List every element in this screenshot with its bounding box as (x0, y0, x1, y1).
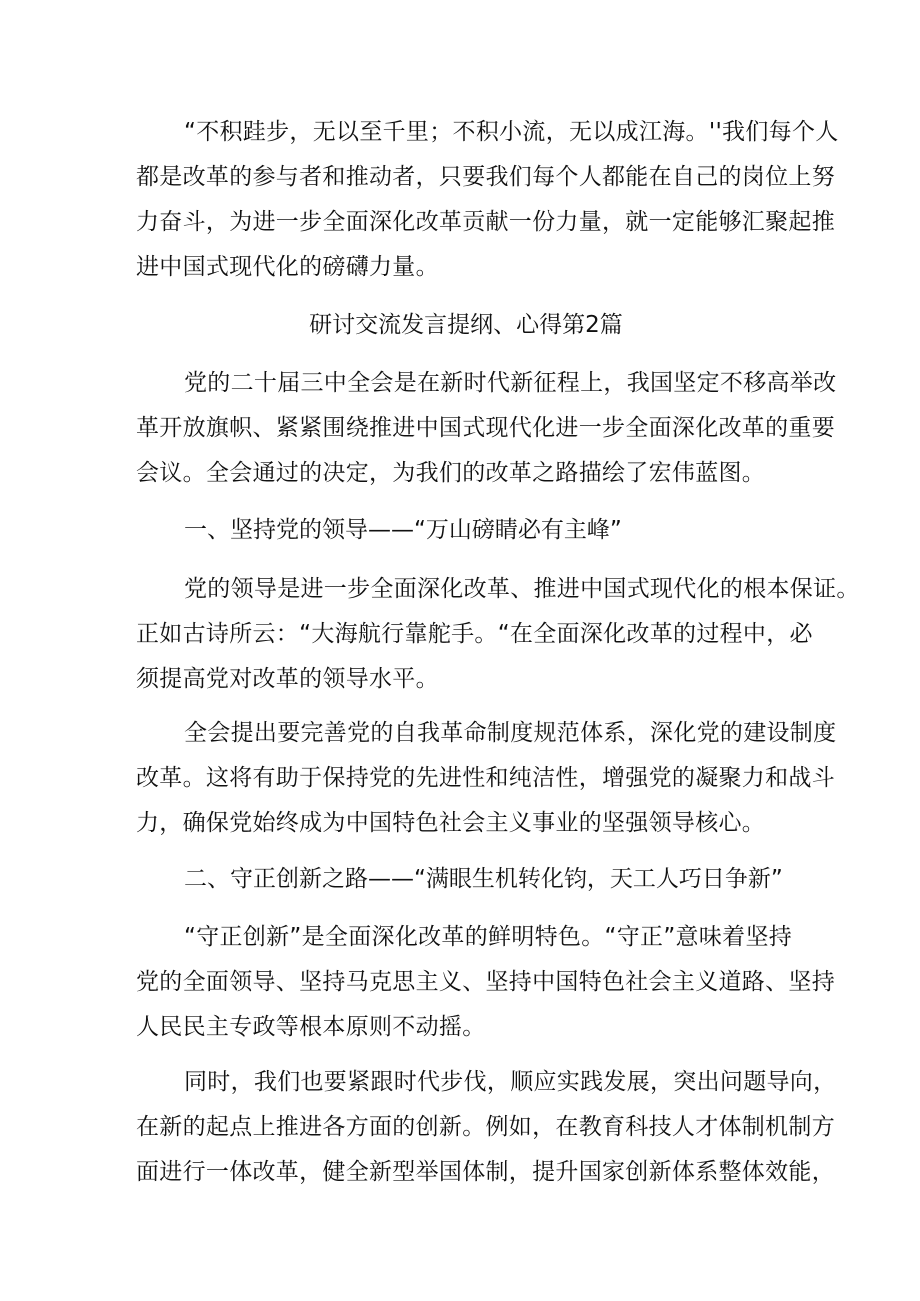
paragraph-line: 力奋斗，为进一步全面深化改革贡献一份力量，就一定能够汇聚起推 (136, 209, 835, 235)
paragraph-line: 正如古诗所云：“大海航行靠舵手。“在全面深化改革的过程中，必 (136, 621, 813, 647)
paragraph-line: 力，确保党始终成为中国特色社会主义事业的坚强领导核心。 (136, 810, 766, 836)
section-title: 研讨交流发言提纲、心得第2篇 (309, 312, 623, 338)
paragraph-3 (136, 567, 860, 702)
paragraph-5 (136, 915, 835, 1050)
paragraph-1 (136, 110, 839, 290)
paragraph-line: 全会提出要完善党的自我革命制度规范体系，深化党的建设制度 (184, 720, 837, 746)
paragraph-line: “守正创新”是全面深化改革的鲜明特色。“守正”意味着坚持 (184, 924, 793, 950)
subheading-1: 一、坚持党的领导——“万山磅睛必有主峰” (184, 517, 622, 543)
paragraph-line: 须提高党对改革的领导水平。 (136, 666, 439, 692)
subheading-2: 二、守正创新之路——“满眼生机转化钧，天工人巧日争新” (184, 866, 783, 892)
paragraph-line: 会议。全会通过的决定，为我们的改革之路描绘了宏伟蓝图。 (136, 460, 766, 486)
paragraph-line: 进中国式现代化的磅礴力量。 (136, 254, 439, 280)
paragraph-line: 人民民主专政等根本原则不动摇。 (136, 1014, 486, 1040)
paragraph-line: “不积跬步，无以至千里；不积小流，无以成江海。''我们每个人 (184, 119, 839, 145)
paragraph-line: 党的领导是进一步全面深化改革、推进中国式现代化的根本保证。 (184, 576, 860, 602)
paragraph-line: 面进行一体改革，健全新型举国体制，提升国家创新体系整体效能， (136, 1159, 835, 1185)
paragraph-line: 改革。这将有助于保持党的先进性和纯洁性，增强党的凝聚力和战斗 (136, 765, 835, 791)
paragraph-line: 同时，我们也要紧跟时代步伐，顺应实践发展，突出问题导向， (184, 1069, 837, 1095)
paragraph-6 (136, 1060, 837, 1195)
paragraph-line: 都是改革的参与者和推动者，只要我们每个人都能在自己的岗位上努 (136, 164, 835, 190)
paragraph-2 (136, 361, 837, 496)
paragraph-4 (136, 711, 837, 846)
paragraph-line: 在新的起点上推进各方面的创新。例如，在教育科技人才体制机制方 (136, 1114, 835, 1140)
paragraph-line: 党的二十届三中全会是在新时代新征程上，我国坚定不移高举改 (184, 370, 837, 396)
paragraph-line: 革开放旗帜、紧紧围绕推进中国式现代化进一步全面深化改革的重要 (136, 415, 835, 441)
paragraph-line: 党的全面领导、坚持马克思主义、坚持中国特色社会主义道路、坚持 (136, 969, 835, 995)
